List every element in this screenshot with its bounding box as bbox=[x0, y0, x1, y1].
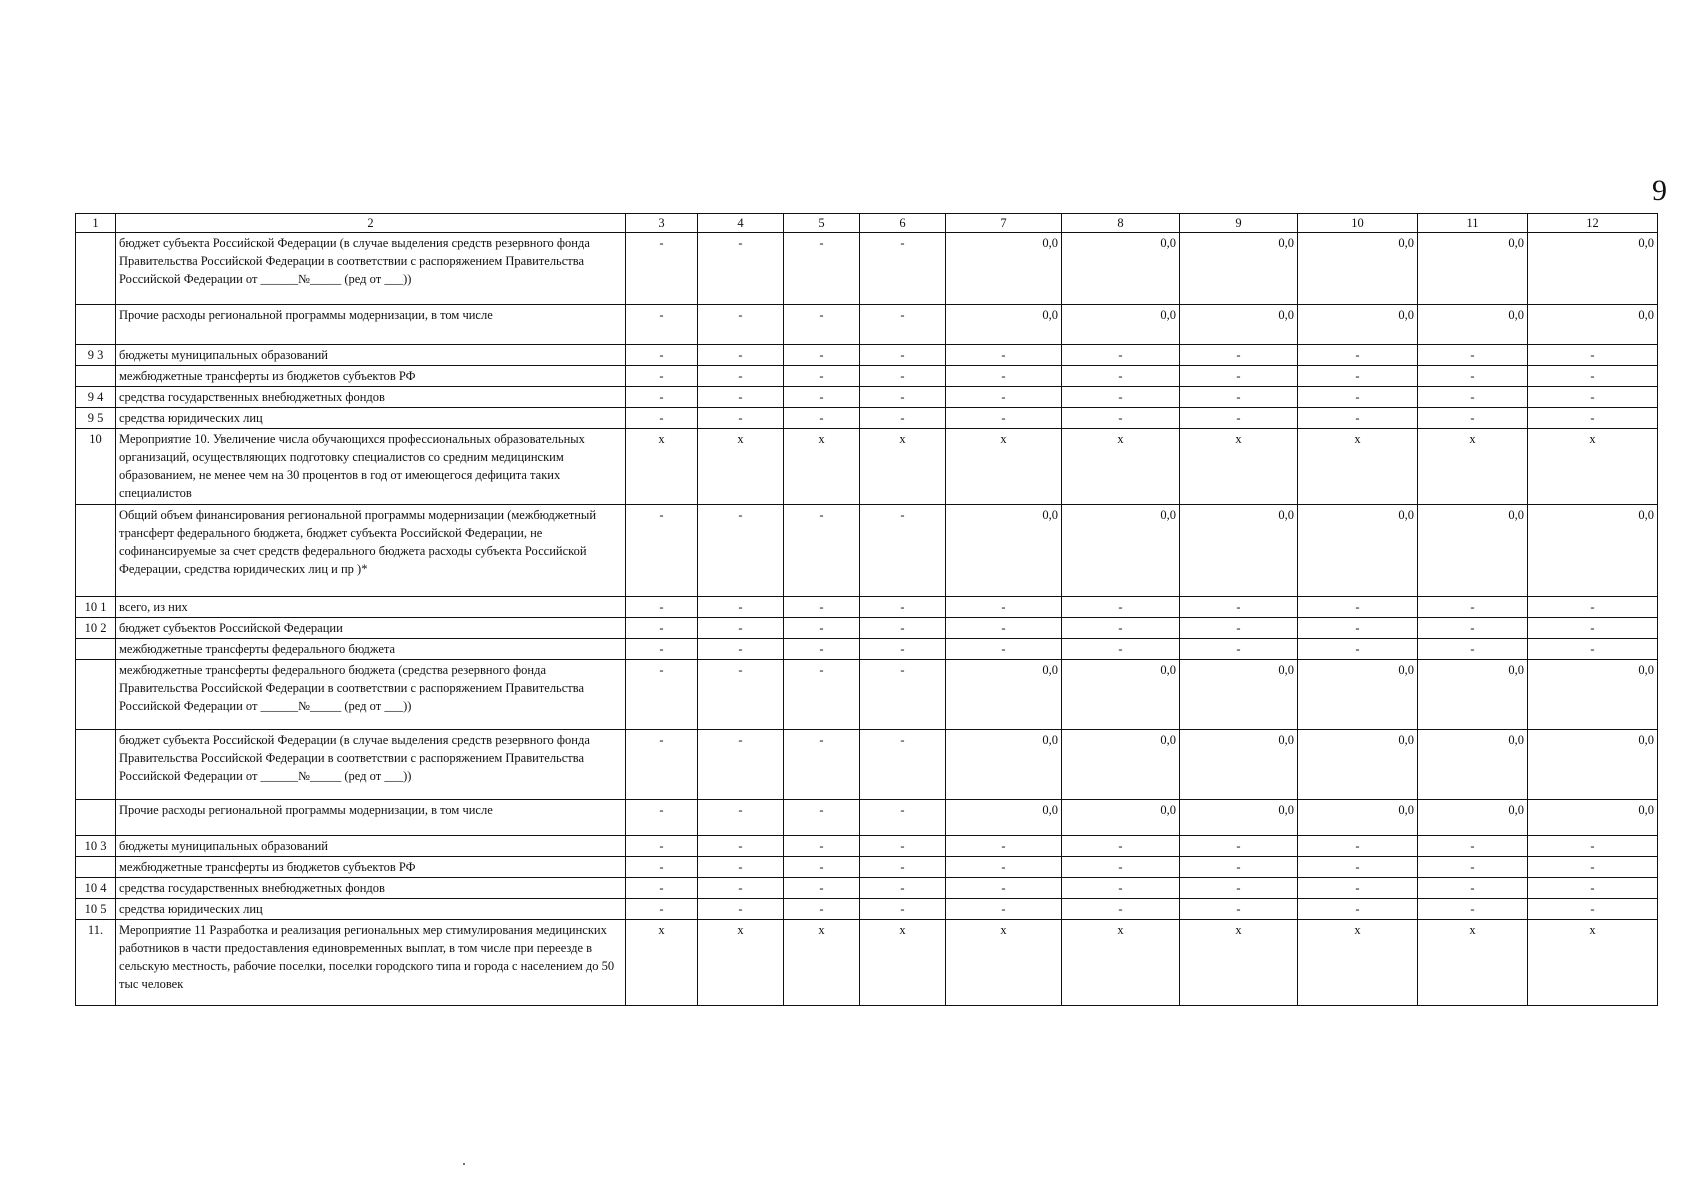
row-value-col-9: - bbox=[1180, 387, 1298, 408]
row-value-col-12: 0,0 bbox=[1528, 233, 1658, 305]
row-value-col-5: - bbox=[784, 878, 860, 899]
table-row bbox=[76, 899, 1658, 920]
row-description: межбюджетные трансферты федерального бюджета (средства резервного фонда Правительства Российской Федерации в соответствии с распоряжением Правительства Российской Федерации от ______№_____ (ред от ___)) bbox=[116, 660, 626, 730]
row-value-col-3: - bbox=[626, 233, 698, 305]
row-value-col-7: 0,0 bbox=[946, 305, 1062, 345]
row-number: 9 3 bbox=[76, 345, 116, 366]
row-description: межбюджетные трансферты из бюджетов субъектов РФ bbox=[116, 857, 626, 878]
row-number: 10 1 bbox=[76, 597, 116, 618]
row-value-col-7: 0,0 bbox=[946, 730, 1062, 800]
row-value-col-4: - bbox=[698, 878, 784, 899]
row-value-col-12: - bbox=[1528, 618, 1658, 639]
row-value-col-7: - bbox=[946, 408, 1062, 429]
column-header: 6 bbox=[860, 214, 946, 233]
row-value-col-12: - bbox=[1528, 387, 1658, 408]
row-value-col-8: - bbox=[1062, 857, 1180, 878]
table-row bbox=[76, 836, 1658, 857]
row-value-col-6: - bbox=[860, 305, 946, 345]
row-value-col-11: - bbox=[1418, 345, 1528, 366]
page-number: 9 bbox=[1652, 174, 1667, 207]
row-description: Прочие расходы региональной программы модернизации, в том числе bbox=[116, 305, 626, 345]
row-description: Общий объем финансирования региональной программы модернизации (межбюджетный трансферт федерального бюджета, бюджет субъекта Российской Федерации, не софинансируемые за счет средств федерального бюджета расходы субъекта Российской Федерации, средства юридических лиц и пр )* bbox=[116, 505, 626, 597]
row-value-col-3: x bbox=[626, 920, 698, 1006]
row-value-col-5: - bbox=[784, 899, 860, 920]
row-description: бюджет субъекта Российской Федерации (в случае выделения средств резервного фонда Правительства Российской Федерации в соответствии с распоряжением Правительства Российской Федерации от ______№_____ (ред от ___)) bbox=[116, 730, 626, 800]
table-row bbox=[76, 800, 1658, 836]
row-value-col-8: - bbox=[1062, 836, 1180, 857]
row-value-col-9: 0,0 bbox=[1180, 305, 1298, 345]
row-description: средства государственных внебюджетных фондов bbox=[116, 387, 626, 408]
row-value-col-10: 0,0 bbox=[1298, 505, 1418, 597]
row-value-col-6: - bbox=[860, 857, 946, 878]
row-value-col-3: - bbox=[626, 387, 698, 408]
row-description: Мероприятие 10. Увеличение числа обучающихся профессиональных образовательных организаций, осуществляющих подготовку специалистов со средним медицинским образованием, не менее чем на 30 процентов в год от имеющегося дефицита таких специалистов bbox=[116, 429, 626, 505]
row-value-col-11: 0,0 bbox=[1418, 800, 1528, 836]
row-value-col-10: - bbox=[1298, 857, 1418, 878]
row-value-col-8: - bbox=[1062, 408, 1180, 429]
row-value-col-9: 0,0 bbox=[1180, 730, 1298, 800]
row-value-col-9: - bbox=[1180, 857, 1298, 878]
column-number-row bbox=[76, 214, 1658, 233]
scan-speck bbox=[463, 1163, 465, 1165]
row-value-col-5: - bbox=[784, 836, 860, 857]
row-value-col-3: - bbox=[626, 857, 698, 878]
row-value-col-4: - bbox=[698, 730, 784, 800]
row-value-col-6: - bbox=[860, 387, 946, 408]
row-value-col-10: - bbox=[1298, 597, 1418, 618]
row-description: бюджет субъекта Российской Федерации (в случае выделения средств резервного фонда Правительства Российской Федерации в соответствии с распоряжением Правительства Российской Федерации от ______№_____ (ред от ___)) bbox=[116, 233, 626, 305]
column-header: 7 bbox=[946, 214, 1062, 233]
row-value-col-9: 0,0 bbox=[1180, 505, 1298, 597]
column-header: 10 bbox=[1298, 214, 1418, 233]
row-value-col-5: - bbox=[784, 660, 860, 730]
row-number: 10 5 bbox=[76, 899, 116, 920]
row-value-col-7: - bbox=[946, 878, 1062, 899]
row-value-col-6: x bbox=[860, 920, 946, 1006]
row-value-col-7: - bbox=[946, 597, 1062, 618]
row-value-col-7: 0,0 bbox=[946, 505, 1062, 597]
row-value-col-9: - bbox=[1180, 597, 1298, 618]
row-value-col-11: 0,0 bbox=[1418, 730, 1528, 800]
table-row bbox=[76, 505, 1658, 597]
row-value-col-6: - bbox=[860, 800, 946, 836]
row-value-col-10: - bbox=[1298, 408, 1418, 429]
financing-table bbox=[75, 213, 1658, 1006]
row-number bbox=[76, 639, 116, 660]
row-value-col-7: - bbox=[946, 857, 1062, 878]
row-number: 11. bbox=[76, 920, 116, 1006]
row-value-col-4: - bbox=[698, 618, 784, 639]
row-value-col-3: - bbox=[626, 345, 698, 366]
row-value-col-5: - bbox=[784, 233, 860, 305]
row-value-col-8: 0,0 bbox=[1062, 505, 1180, 597]
row-value-col-3: - bbox=[626, 899, 698, 920]
row-value-col-6: - bbox=[860, 366, 946, 387]
row-value-col-7: - bbox=[946, 345, 1062, 366]
row-number bbox=[76, 505, 116, 597]
row-value-col-4: - bbox=[698, 408, 784, 429]
row-value-col-11: - bbox=[1418, 899, 1528, 920]
row-value-col-8: 0,0 bbox=[1062, 305, 1180, 345]
row-value-col-10: - bbox=[1298, 639, 1418, 660]
row-value-col-7: x bbox=[946, 429, 1062, 505]
table-row bbox=[76, 305, 1658, 345]
row-value-col-6: - bbox=[860, 618, 946, 639]
row-value-col-6: x bbox=[860, 429, 946, 505]
row-number bbox=[76, 305, 116, 345]
row-value-col-9: - bbox=[1180, 408, 1298, 429]
table-row bbox=[76, 233, 1658, 305]
row-value-col-8: 0,0 bbox=[1062, 730, 1180, 800]
row-value-col-4: - bbox=[698, 660, 784, 730]
row-value-col-3: - bbox=[626, 639, 698, 660]
row-value-col-7: - bbox=[946, 366, 1062, 387]
column-header: 9 bbox=[1180, 214, 1298, 233]
table-row bbox=[76, 345, 1658, 366]
table-row bbox=[76, 639, 1658, 660]
row-value-col-8: - bbox=[1062, 366, 1180, 387]
row-value-col-12: 0,0 bbox=[1528, 800, 1658, 836]
row-value-col-5: - bbox=[784, 800, 860, 836]
row-value-col-4: - bbox=[698, 597, 784, 618]
row-number bbox=[76, 660, 116, 730]
row-value-col-9: 0,0 bbox=[1180, 660, 1298, 730]
row-value-col-3: - bbox=[626, 836, 698, 857]
row-value-col-5: - bbox=[784, 618, 860, 639]
row-value-col-12: 0,0 bbox=[1528, 305, 1658, 345]
row-value-col-12: - bbox=[1528, 366, 1658, 387]
column-header: 5 bbox=[784, 214, 860, 233]
column-header: 12 bbox=[1528, 214, 1658, 233]
row-number: 9 5 bbox=[76, 408, 116, 429]
row-value-col-12: - bbox=[1528, 836, 1658, 857]
row-value-col-6: - bbox=[860, 505, 946, 597]
row-value-col-10: - bbox=[1298, 387, 1418, 408]
row-number bbox=[76, 857, 116, 878]
row-value-col-12: - bbox=[1528, 899, 1658, 920]
row-value-col-5: - bbox=[784, 305, 860, 345]
row-value-col-3: - bbox=[626, 730, 698, 800]
table-row bbox=[76, 387, 1658, 408]
row-value-col-10: 0,0 bbox=[1298, 305, 1418, 345]
column-header: 2 bbox=[116, 214, 626, 233]
row-value-col-9: x bbox=[1180, 920, 1298, 1006]
row-value-col-4: - bbox=[698, 899, 784, 920]
row-value-col-12: - bbox=[1528, 345, 1658, 366]
row-value-col-6: - bbox=[860, 408, 946, 429]
row-value-col-4: - bbox=[698, 387, 784, 408]
row-value-col-3: - bbox=[626, 305, 698, 345]
row-value-col-9: - bbox=[1180, 618, 1298, 639]
table-row bbox=[76, 660, 1658, 730]
row-value-col-8: - bbox=[1062, 639, 1180, 660]
row-value-col-7: - bbox=[946, 899, 1062, 920]
row-value-col-9: - bbox=[1180, 836, 1298, 857]
row-value-col-11: 0,0 bbox=[1418, 305, 1528, 345]
table-row bbox=[76, 597, 1658, 618]
row-description: средства государственных внебюджетных фондов bbox=[116, 878, 626, 899]
row-value-col-10: x bbox=[1298, 920, 1418, 1006]
row-value-col-8: 0,0 bbox=[1062, 800, 1180, 836]
row-value-col-6: - bbox=[860, 878, 946, 899]
row-value-col-11: x bbox=[1418, 429, 1528, 505]
row-value-col-12: 0,0 bbox=[1528, 505, 1658, 597]
row-value-col-4: x bbox=[698, 920, 784, 1006]
row-value-col-10: - bbox=[1298, 366, 1418, 387]
row-value-col-12: x bbox=[1528, 920, 1658, 1006]
row-value-col-3: - bbox=[626, 505, 698, 597]
row-value-col-6: - bbox=[860, 899, 946, 920]
row-value-col-11: - bbox=[1418, 618, 1528, 639]
row-value-col-6: - bbox=[860, 597, 946, 618]
row-number bbox=[76, 800, 116, 836]
row-value-col-5: - bbox=[784, 597, 860, 618]
table-row bbox=[76, 618, 1658, 639]
row-value-col-10: 0,0 bbox=[1298, 233, 1418, 305]
row-description: Прочие расходы региональной программы модернизации, в том числе bbox=[116, 800, 626, 836]
row-value-col-11: - bbox=[1418, 597, 1528, 618]
row-value-col-12: - bbox=[1528, 857, 1658, 878]
column-header: 4 bbox=[698, 214, 784, 233]
row-value-col-7: 0,0 bbox=[946, 800, 1062, 836]
row-number: 10 bbox=[76, 429, 116, 505]
row-number: 10 3 bbox=[76, 836, 116, 857]
row-value-col-4: - bbox=[698, 836, 784, 857]
row-value-col-6: - bbox=[860, 233, 946, 305]
table-body bbox=[76, 233, 1658, 1006]
row-value-col-5: - bbox=[784, 366, 860, 387]
row-value-col-6: - bbox=[860, 345, 946, 366]
row-value-col-4: - bbox=[698, 345, 784, 366]
row-value-col-8: - bbox=[1062, 618, 1180, 639]
row-value-col-10: 0,0 bbox=[1298, 800, 1418, 836]
row-value-col-7: - bbox=[946, 639, 1062, 660]
row-description: межбюджетные трансферты из бюджетов субъектов РФ bbox=[116, 366, 626, 387]
row-value-col-11: - bbox=[1418, 366, 1528, 387]
row-value-col-4: - bbox=[698, 505, 784, 597]
row-description: средства юридических лиц bbox=[116, 408, 626, 429]
row-value-col-11: 0,0 bbox=[1418, 505, 1528, 597]
row-value-col-7: x bbox=[946, 920, 1062, 1006]
table-row bbox=[76, 730, 1658, 800]
row-value-col-12: - bbox=[1528, 597, 1658, 618]
row-value-col-3: - bbox=[626, 660, 698, 730]
table-row bbox=[76, 366, 1658, 387]
row-value-col-12: - bbox=[1528, 639, 1658, 660]
row-value-col-10: - bbox=[1298, 836, 1418, 857]
row-value-col-8: x bbox=[1062, 429, 1180, 505]
row-value-col-11: - bbox=[1418, 408, 1528, 429]
row-value-col-9: 0,0 bbox=[1180, 800, 1298, 836]
row-value-col-8: x bbox=[1062, 920, 1180, 1006]
row-number: 10 2 bbox=[76, 618, 116, 639]
row-value-col-6: - bbox=[860, 730, 946, 800]
row-value-col-7: - bbox=[946, 387, 1062, 408]
row-value-col-10: - bbox=[1298, 618, 1418, 639]
row-value-col-12: 0,0 bbox=[1528, 660, 1658, 730]
row-value-col-10: - bbox=[1298, 878, 1418, 899]
row-description: бюджеты муниципальных образований bbox=[116, 836, 626, 857]
row-value-col-9: - bbox=[1180, 639, 1298, 660]
row-value-col-9: 0,0 bbox=[1180, 233, 1298, 305]
row-description: бюджет субъектов Российской Федерации bbox=[116, 618, 626, 639]
row-value-col-11: 0,0 bbox=[1418, 233, 1528, 305]
row-value-col-7: - bbox=[946, 618, 1062, 639]
row-value-col-4: - bbox=[698, 639, 784, 660]
row-value-col-4: - bbox=[698, 233, 784, 305]
row-value-col-8: 0,0 bbox=[1062, 660, 1180, 730]
row-value-col-5: x bbox=[784, 429, 860, 505]
table-row bbox=[76, 408, 1658, 429]
row-number bbox=[76, 233, 116, 305]
column-header: 11 bbox=[1418, 214, 1528, 233]
row-number: 10 4 bbox=[76, 878, 116, 899]
row-description: средства юридических лиц bbox=[116, 899, 626, 920]
row-value-col-5: - bbox=[784, 639, 860, 660]
row-value-col-3: - bbox=[626, 366, 698, 387]
row-value-col-5: - bbox=[784, 857, 860, 878]
table-row bbox=[76, 920, 1658, 1006]
row-value-col-11: x bbox=[1418, 920, 1528, 1006]
row-value-col-4: - bbox=[698, 305, 784, 345]
row-value-col-8: 0,0 bbox=[1062, 233, 1180, 305]
row-value-col-11: - bbox=[1418, 878, 1528, 899]
row-value-col-7: - bbox=[946, 836, 1062, 857]
row-value-col-4: - bbox=[698, 857, 784, 878]
table-row bbox=[76, 878, 1658, 899]
row-value-col-8: - bbox=[1062, 345, 1180, 366]
row-value-col-5: - bbox=[784, 387, 860, 408]
row-number bbox=[76, 366, 116, 387]
row-value-col-10: 0,0 bbox=[1298, 660, 1418, 730]
row-description: всего, из них bbox=[116, 597, 626, 618]
row-value-col-6: - bbox=[860, 660, 946, 730]
row-value-col-5: - bbox=[784, 345, 860, 366]
row-description: бюджеты муниципальных образований bbox=[116, 345, 626, 366]
row-value-col-12: - bbox=[1528, 408, 1658, 429]
row-value-col-9: - bbox=[1180, 366, 1298, 387]
row-number bbox=[76, 730, 116, 800]
row-value-col-4: - bbox=[698, 366, 784, 387]
row-value-col-9: - bbox=[1180, 345, 1298, 366]
row-value-col-10: - bbox=[1298, 345, 1418, 366]
table-row bbox=[76, 857, 1658, 878]
column-header: 3 bbox=[626, 214, 698, 233]
row-value-col-6: - bbox=[860, 836, 946, 857]
row-value-col-7: 0,0 bbox=[946, 233, 1062, 305]
row-value-col-12: x bbox=[1528, 429, 1658, 505]
row-value-col-3: - bbox=[626, 408, 698, 429]
row-value-col-9: x bbox=[1180, 429, 1298, 505]
column-header: 8 bbox=[1062, 214, 1180, 233]
row-value-col-11: 0,0 bbox=[1418, 660, 1528, 730]
row-value-col-8: - bbox=[1062, 597, 1180, 618]
row-value-col-10: x bbox=[1298, 429, 1418, 505]
row-value-col-3: - bbox=[626, 618, 698, 639]
row-value-col-5: - bbox=[784, 408, 860, 429]
column-header: 1 bbox=[76, 214, 116, 233]
row-value-col-10: 0,0 bbox=[1298, 730, 1418, 800]
row-value-col-3: - bbox=[626, 800, 698, 836]
row-number: 9 4 bbox=[76, 387, 116, 408]
row-value-col-5: - bbox=[784, 505, 860, 597]
row-value-col-4: - bbox=[698, 800, 784, 836]
row-value-col-11: - bbox=[1418, 387, 1528, 408]
row-value-col-9: - bbox=[1180, 899, 1298, 920]
row-value-col-12: 0,0 bbox=[1528, 730, 1658, 800]
row-value-col-8: - bbox=[1062, 878, 1180, 899]
row-value-col-11: - bbox=[1418, 836, 1528, 857]
row-value-col-3: - bbox=[626, 597, 698, 618]
row-value-col-8: - bbox=[1062, 899, 1180, 920]
row-value-col-4: x bbox=[698, 429, 784, 505]
row-value-col-7: 0,0 bbox=[946, 660, 1062, 730]
row-value-col-11: - bbox=[1418, 639, 1528, 660]
row-description: Мероприятие 11 Разработка и реализация региональных мер стимулирования медицинских работников в части предоставления единовременных выплат, в том числе при переезде в сельскую местность, рабочие поселки, поселки городского типа и города с населением до 50 тыс человек bbox=[116, 920, 626, 1006]
table-row bbox=[76, 429, 1658, 505]
row-value-col-10: - bbox=[1298, 899, 1418, 920]
row-description: межбюджетные трансферты федерального бюджета bbox=[116, 639, 626, 660]
row-value-col-6: - bbox=[860, 639, 946, 660]
row-value-col-8: - bbox=[1062, 387, 1180, 408]
row-value-col-9: - bbox=[1180, 878, 1298, 899]
row-value-col-11: - bbox=[1418, 857, 1528, 878]
row-value-col-12: - bbox=[1528, 878, 1658, 899]
row-value-col-3: x bbox=[626, 429, 698, 505]
row-value-col-3: - bbox=[626, 878, 698, 899]
row-value-col-5: x bbox=[784, 920, 860, 1006]
row-value-col-5: - bbox=[784, 730, 860, 800]
